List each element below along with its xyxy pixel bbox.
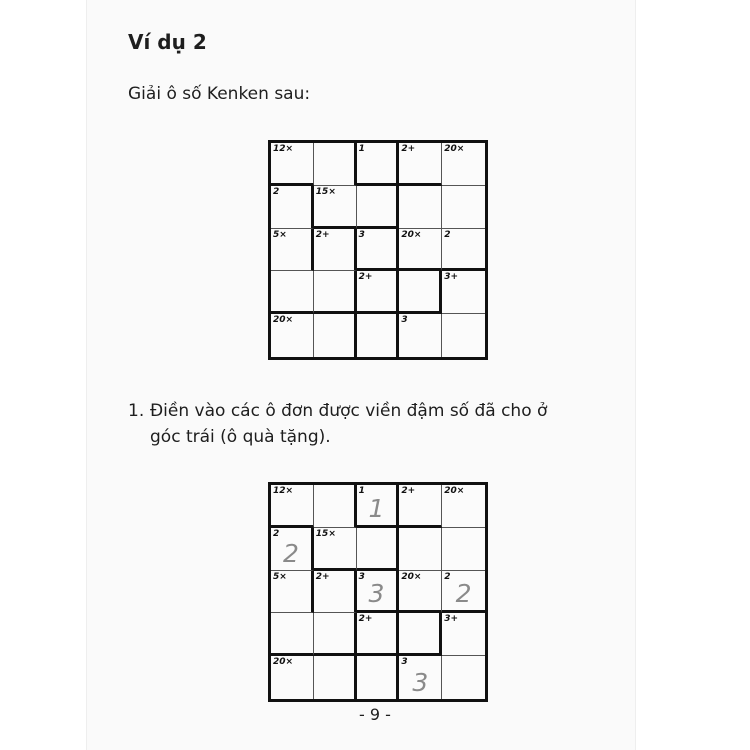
grid-cell [442, 271, 485, 314]
cage-clue: 2+ [401, 144, 416, 154]
cage-clue: 2 [273, 186, 280, 197]
grid-cell [271, 186, 314, 229]
cage-clue: 12× [273, 486, 294, 496]
cage-clue: 1 [358, 486, 365, 496]
grid-cell [314, 143, 357, 186]
grid-cell [399, 143, 442, 186]
grid-cell [357, 143, 400, 186]
grid-cell [271, 571, 314, 614]
cage-clue: 15× [315, 528, 336, 539]
grid-cell [314, 186, 357, 229]
grid-cell [442, 528, 485, 571]
grid-cell [357, 656, 400, 699]
grid-cell [314, 528, 357, 571]
cage-clue: 2 [273, 528, 280, 539]
grid-cell [357, 528, 400, 571]
cage-clue: 20× [444, 486, 465, 496]
grid-cell [357, 571, 400, 614]
grid-cell [399, 271, 442, 314]
grid-cell [442, 485, 485, 528]
grid-cell [399, 314, 442, 357]
grid-cell [442, 143, 485, 186]
cage-clue: 20× [273, 657, 294, 668]
grid-cell [314, 485, 357, 528]
grid-cell [399, 656, 442, 699]
cage-clue: 3+ [444, 614, 458, 625]
grid-cell [271, 485, 314, 528]
grid-cell [399, 485, 442, 528]
cage-clue: 20× [444, 144, 465, 154]
grid-cell [442, 613, 485, 656]
cage-clue: 3+ [444, 272, 458, 283]
grid-cell [399, 186, 442, 229]
cage-clue: 3 [358, 571, 365, 582]
cage-clue: 2+ [358, 272, 373, 283]
step-text: Điền vào các ô đơn được viền đậm số đã cho ở góc trái (ô quà tặng). [150, 401, 548, 447]
page-number: - 9 - [359, 705, 391, 724]
grid-cell [271, 271, 314, 314]
cage-clue: 2+ [315, 229, 330, 240]
grid-cell [357, 485, 400, 528]
grid-cell [271, 143, 314, 186]
cage-clue: 20× [273, 315, 294, 326]
cage-clue: 15× [315, 186, 336, 197]
cage-clue: 12× [273, 144, 294, 154]
kenken-grid-empty [268, 140, 488, 360]
grid-cell [314, 656, 357, 699]
cage-clue: 20× [401, 229, 422, 240]
example-title: Ví dụ 2 [128, 30, 207, 54]
cell-value: 2 [455, 579, 472, 609]
intro-text: Giải ô số Kenken sau: [128, 84, 311, 104]
grid-cell [314, 271, 357, 314]
grid-cell [357, 314, 400, 357]
grid-cell [442, 656, 485, 699]
grid-cell [442, 314, 485, 357]
cell-value: 2 [282, 538, 299, 568]
grid-cell [357, 271, 400, 314]
cage-clue: 5× [273, 229, 287, 240]
grid-cell [314, 229, 357, 272]
cell-value: 3 [368, 579, 385, 609]
grid-cell [314, 613, 357, 656]
grid-cell [271, 528, 314, 571]
cell-value: 1 [368, 493, 385, 523]
grid-cell [357, 186, 400, 229]
grid-cell [357, 229, 400, 272]
grid-cell [442, 186, 485, 229]
grid-cell [399, 528, 442, 571]
grid-cell [271, 314, 314, 357]
grid-cell [442, 229, 485, 272]
kenken-grid-filled [268, 482, 488, 702]
grid-cell [357, 613, 400, 656]
cage-clue: 2+ [401, 486, 416, 496]
grid-cell [442, 571, 485, 614]
grid-cell [314, 314, 357, 357]
cage-clue: 3 [358, 229, 365, 240]
cage-clue: 2 [444, 229, 451, 240]
cage-clue: 1 [358, 144, 365, 154]
cage-clue: 2+ [358, 614, 373, 625]
cell-value: 3 [412, 667, 429, 697]
grid-cell [399, 229, 442, 272]
grid-cell [399, 613, 442, 656]
cage-clue: 2+ [315, 571, 330, 582]
cage-clue: 20× [401, 571, 422, 582]
cage-clue: 5× [273, 571, 287, 582]
grid-cell [271, 229, 314, 272]
cage-clue: 3 [401, 657, 408, 668]
cage-clue: 2 [444, 571, 451, 582]
step-number: 1. [128, 401, 145, 421]
cage-clue: 3 [401, 315, 408, 326]
grid-cell [271, 656, 314, 699]
grid-cell [271, 613, 314, 656]
grid-cell [399, 571, 442, 614]
grid-cell [314, 571, 357, 614]
